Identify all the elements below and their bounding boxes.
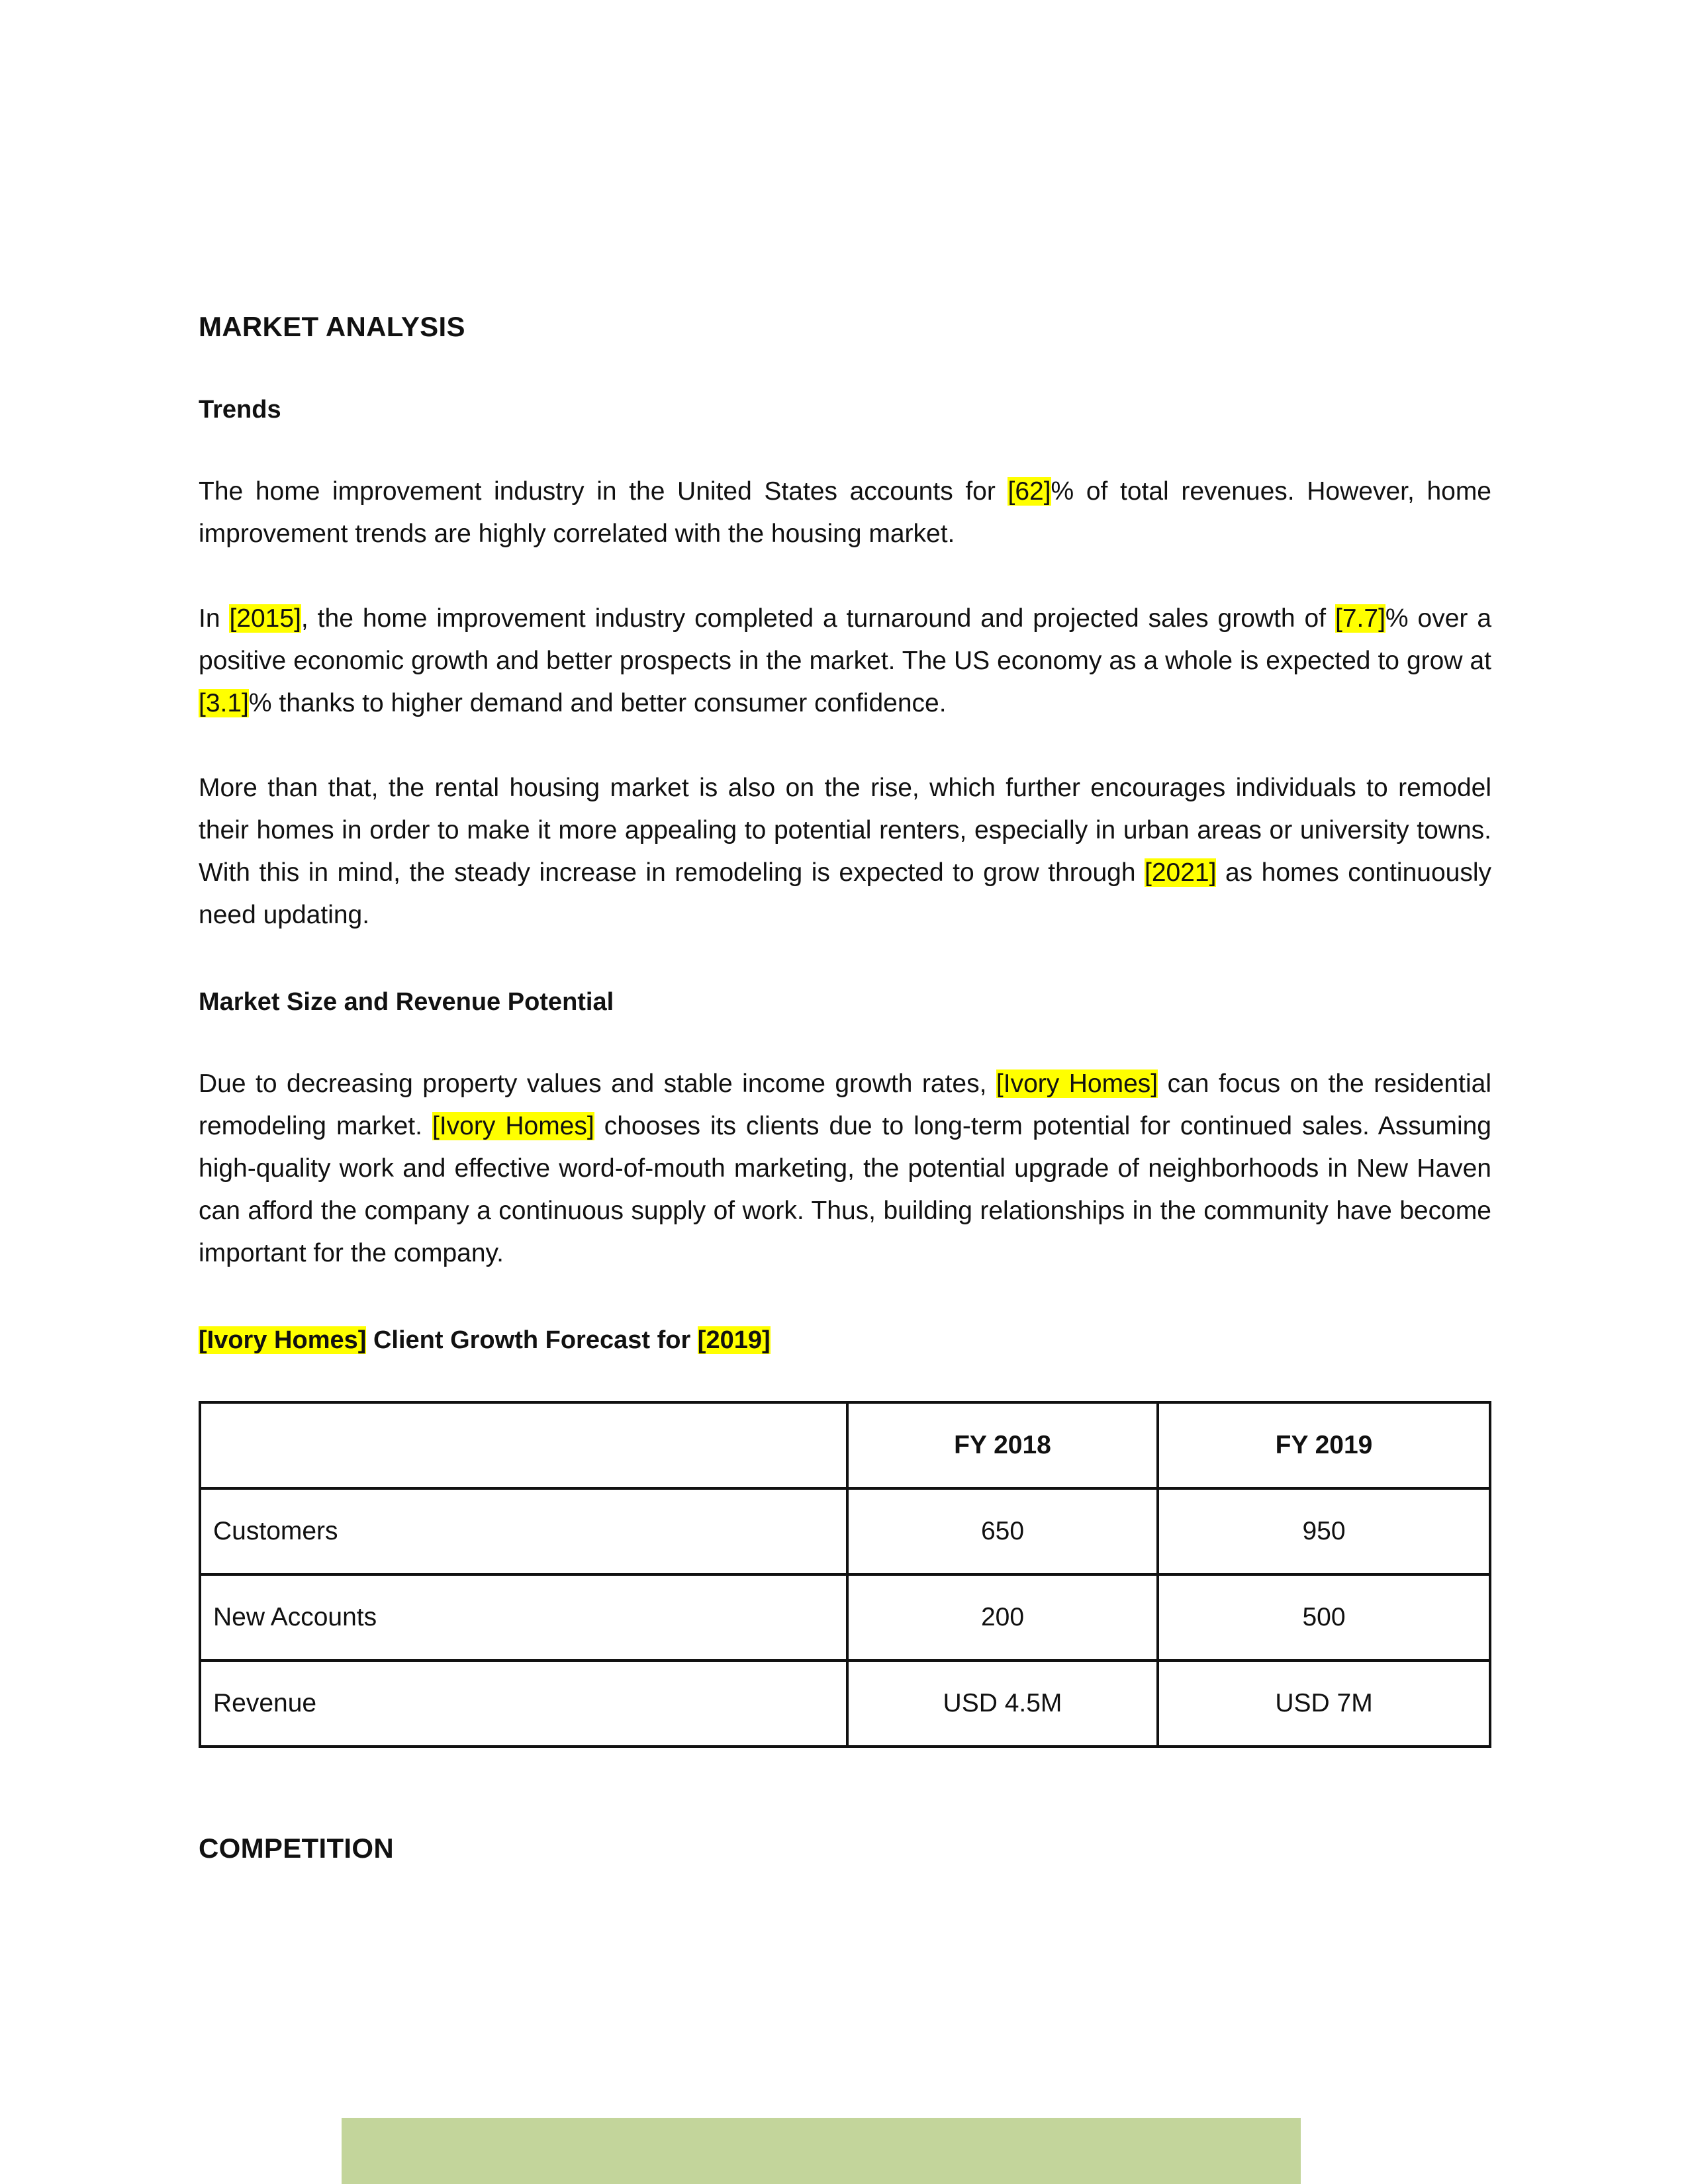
table-cell: 650: [847, 1488, 1158, 1574]
text-run: Client Growth Forecast for: [366, 1326, 698, 1354]
text-run: , the home improvement industry completed a turnaround and projected sales growth of: [301, 604, 1336, 633]
trends-heading: Trends: [199, 396, 281, 424]
highlight-placeholder: [Ivory Homes]: [432, 1112, 594, 1140]
text-run: can focus on the residential remodeling market.: [199, 1069, 1491, 1140]
text-run: More than that, the rental housing market is also on the rise, which further encourages individuals to remodel their homes in order to make it more appealing to potential renters, especially in urban areas or university towns. With this in mind, the steady increase in remodeling is expected to grow through: [199, 774, 1491, 887]
text-run: % thanks to higher demand and better consumer confidence.: [248, 689, 947, 717]
highlight-placeholder: [Ivory Homes]: [199, 1326, 367, 1354]
table-row: [200, 1488, 1490, 1574]
text-run: Due to decreasing property values and stable income growth rates,: [199, 1069, 996, 1098]
table-cell: USD 4.5M: [847, 1661, 1158, 1747]
highlight-placeholder: [2021]: [1145, 858, 1217, 887]
text-run: chooses its clients due to long-term potential for continued sales. Assuming high-quality work and effective word-of-mouth marketing, the potential upgrade of neighborhoods in New Haven can afford the company a continuous supply of work. Thus, building relationships in the community have become important for the company.: [199, 1112, 1491, 1267]
competition-title: COMPETITION: [199, 1833, 394, 1864]
row-label: Revenue: [200, 1661, 847, 1747]
column-header: FY 2018: [847, 1402, 1158, 1488]
text-run: The home improvement industry in the United States accounts for: [199, 477, 1008, 506]
footer-decoration-bar: [342, 2118, 1301, 2184]
table-cell: USD 7M: [1158, 1661, 1490, 1747]
table-cell: 500: [1158, 1574, 1490, 1661]
table-cell: 950: [1158, 1488, 1490, 1574]
highlight-placeholder: [2019]: [697, 1326, 771, 1354]
table-row: [200, 1574, 1490, 1661]
table-row: [200, 1661, 1490, 1747]
table-header-row: [200, 1402, 1490, 1488]
highlight-placeholder: [62]: [1008, 477, 1051, 506]
market-size-heading: Market Size and Revenue Potential: [199, 988, 614, 1016]
highlight-placeholder: [7.7]: [1335, 604, 1385, 633]
column-header: FY 2019: [1158, 1402, 1490, 1488]
text-run: % of total revenues. However, home improvement trends are highly correlated with the housing market.: [199, 477, 1491, 548]
highlight-placeholder: [2015]: [229, 604, 301, 633]
trends-paragraph-1: [199, 471, 1491, 555]
row-label: New Accounts: [200, 1574, 847, 1661]
forecast-heading: [199, 1326, 1491, 1355]
table-cell: 200: [847, 1574, 1158, 1661]
market-size-paragraph: [199, 1063, 1491, 1275]
highlight-placeholder: [3.1]: [199, 689, 249, 717]
market-analysis-title: MARKET ANALYSIS: [199, 311, 465, 342]
trends-paragraph-2: [199, 598, 1491, 725]
text-run: % over a positive economic growth and better prospects in the market. The US economy as a whole is expected to grow at: [199, 604, 1492, 675]
text-run: as homes continuously need updating.: [199, 858, 1492, 929]
document-page: [199, 311, 1491, 1864]
row-label: Customers: [200, 1488, 847, 1574]
trends-paragraph-3: [199, 767, 1491, 936]
column-header: [200, 1402, 847, 1488]
highlight-placeholder: [Ivory Homes]: [996, 1069, 1158, 1098]
forecast-table: [199, 1401, 1491, 1748]
text-run: In: [199, 604, 230, 633]
